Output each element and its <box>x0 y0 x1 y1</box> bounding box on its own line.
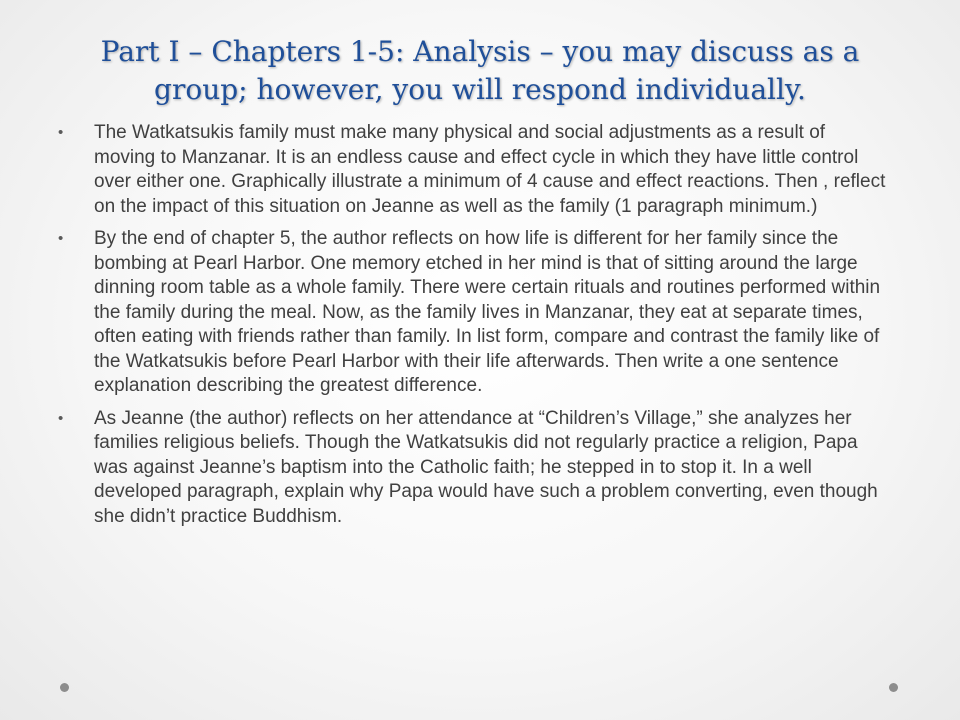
slide-title: Part I – Chapters 1-5: Analysis – you may discuss as a group; however, you will respond individually. <box>100 35 860 106</box>
bullet-dot-icon: • <box>58 124 64 141</box>
bullet-item-religion <box>58 407 888 530</box>
corner-dot-icon <box>60 683 69 692</box>
bullet-item-compare-contrast <box>58 227 888 399</box>
bullet-text: As Jeanne (the author) reflects on her attendance at “Children’s Village,” she analyzes her families religious beliefs. Though the Watkatsukis did not regularly practice a religion, Papa was against Jeanne’s baptism into the Catholic faith; he stepped in to stop it. In a well developed paragraph, explain why Papa would have such a problem converting, even though she didn’t practice Buddhism. <box>94 407 878 527</box>
bullet-dot-icon: • <box>58 409 64 427</box>
bullet-text: By the end of chapter 5, the author reflects on how life is different for her family since the bombing at Pearl Harbor. One memory etched in her mind is that of sitting around the large dinning room table as a whole family. There were certain rituals and routines performed within the family during the meal. Now, as the family lives in Manzanar, they eat at separate times, often eating with friends rather than family. In list form, compare and contrast the family like of the Watkatsukis before Pearl Harbor with their life afterwards. Then write a one sentence explanation describing the greatest difference. <box>94 228 881 396</box>
bullet-list <box>58 121 888 537</box>
bullet-item-cause-effect <box>58 121 888 219</box>
bullet-dot-icon: • <box>58 230 64 247</box>
bullet-text: The Watkatsukis family must make many physical and social adjustments as a result of moving to Manzanar. It is an endless cause and effect cycle in which they have little control over either one. Graphically illustrate a minimum of 4 cause and effect reactions. Then , reflect on the impact of this situation on Jeanne as well as the family (1 paragraph minimum.) <box>94 122 886 217</box>
corner-dot-icon <box>889 683 898 692</box>
